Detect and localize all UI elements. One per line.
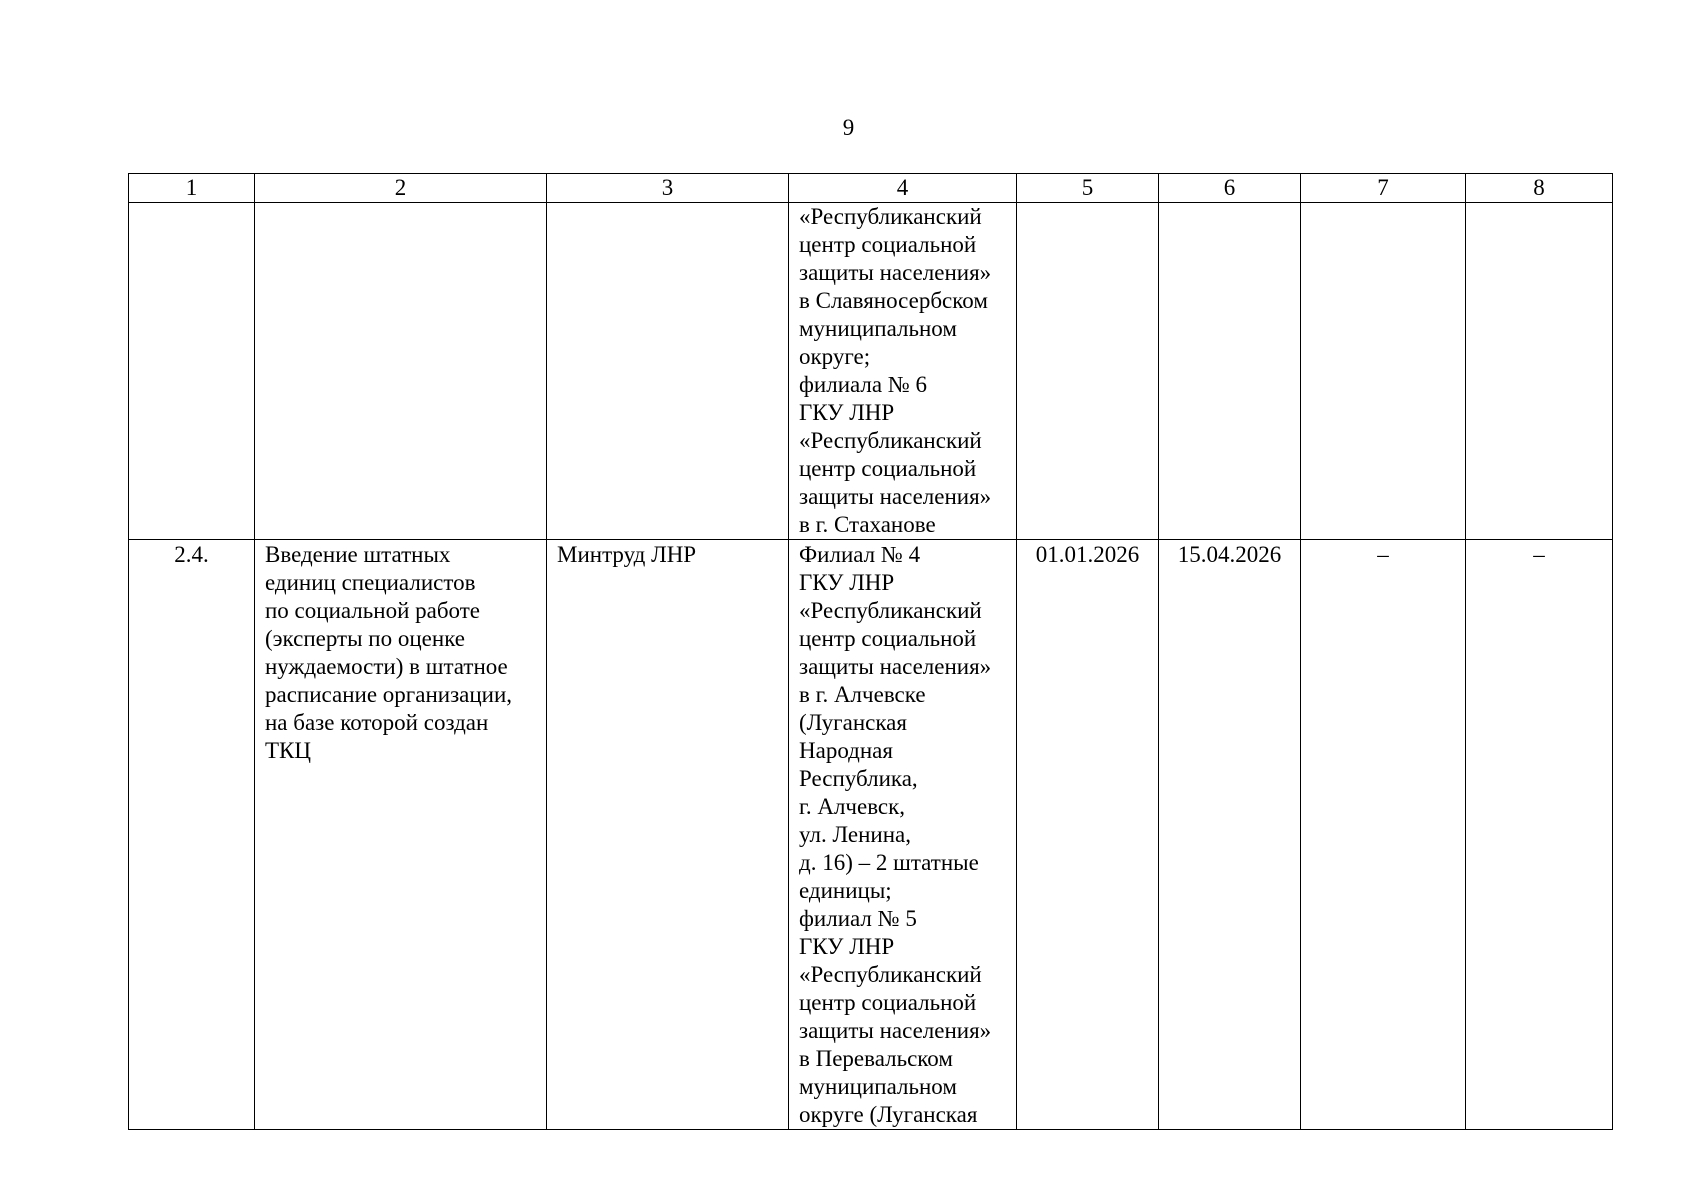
column-header-3: 3 (547, 174, 789, 203)
cell-end-date (1159, 203, 1301, 540)
cell-number (129, 203, 255, 540)
cell-col7: – (1301, 540, 1466, 1130)
cell-organization: Филиал № 4 ГКУ ЛНР «Республиканский центр социальной защиты населения» в г. Алчевске (Луганская Народная Республика, г. Алчевск, ул. Ленина, д. 16) – 2 штатные единицы; филиал № 5 ГКУ ЛНР «Республиканский центр социальной защиты населения» в Перевальском муниципальном округе (Луганская (789, 540, 1017, 1130)
cell-measure: Введение штатных единиц специалистов по социальной работе (эксперты по оценке нуждаемости) в штатное расписание организации, на базе которой создан ТКЦ (255, 540, 547, 1130)
cell-col7 (1301, 203, 1466, 540)
cell-responsible (547, 203, 789, 540)
column-header-2: 2 (255, 174, 547, 203)
cell-start-date (1017, 203, 1159, 540)
column-header-8: 8 (1466, 174, 1613, 203)
cell-col8: – (1466, 540, 1613, 1130)
cell-end-date: 15.04.2026 (1159, 540, 1301, 1130)
page-number: 9 (842, 115, 855, 140)
table-row (129, 540, 1613, 1130)
cell-number: 2.4. (129, 540, 255, 1130)
cell-measure (255, 203, 547, 540)
column-header-1: 1 (129, 174, 255, 203)
cell-start-date: 01.01.2026 (1017, 540, 1159, 1130)
cell-responsible: Минтруд ЛНР (547, 540, 789, 1130)
table-row (129, 203, 1613, 540)
header-row (129, 174, 1613, 203)
column-header-4: 4 (789, 174, 1017, 203)
cell-col8 (1466, 203, 1613, 540)
column-header-5: 5 (1017, 174, 1159, 203)
document-table (128, 173, 1613, 1130)
cell-organization: «Республиканский центр социальной защиты населения» в Славяносербском муниципальном округе; филиала № 6 ГКУ ЛНР «Республиканский центр социальной защиты населения» в г. Стаханове (789, 203, 1017, 540)
column-header-7: 7 (1301, 174, 1466, 203)
column-header-6: 6 (1159, 174, 1301, 203)
